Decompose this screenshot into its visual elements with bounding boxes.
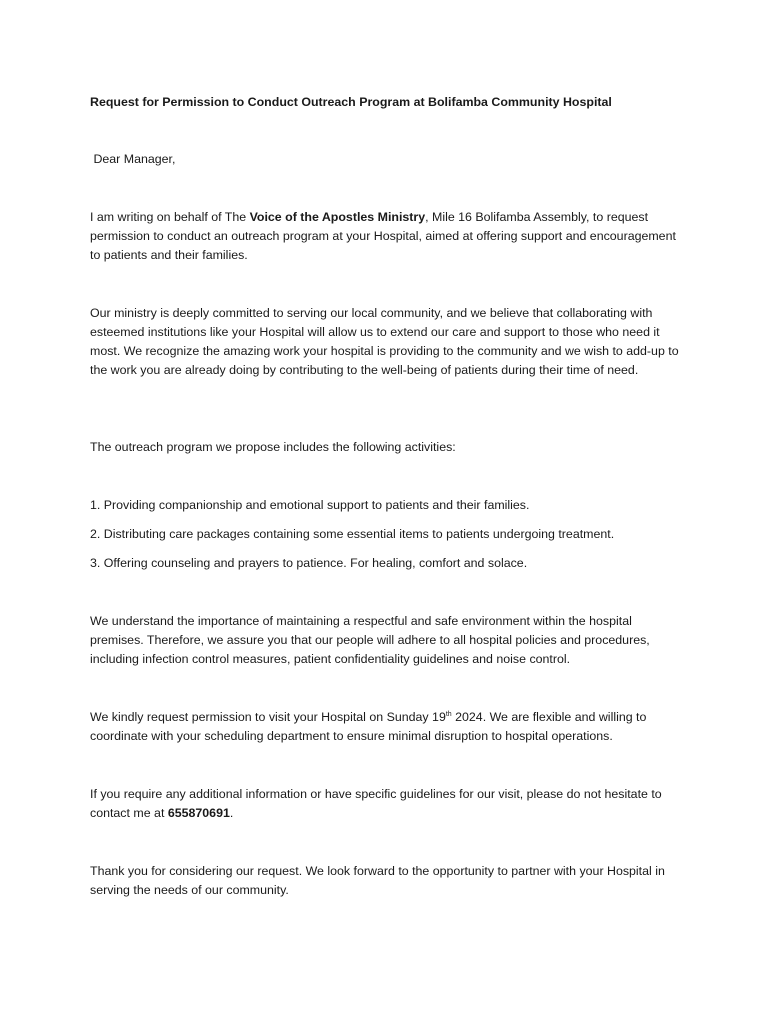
contact-text-post: . xyxy=(229,806,234,820)
paragraph-program-intro: The outreach program we propose includes the following activities: xyxy=(90,440,456,454)
paragraph-closing: Thank you for considering our request. We look forward to the opportunity to partner with your Hospital in serving the needs of our community. xyxy=(90,864,665,897)
salutation: Dear Manager, xyxy=(90,152,176,166)
paragraph-contact xyxy=(90,785,682,823)
paragraph-visit-request xyxy=(90,708,682,746)
ordinal-suffix: th xyxy=(445,711,452,718)
phone-number: 655870691 xyxy=(167,806,230,820)
visit-text-pre: We kindly request permission to visit your Hospital on Sunday 19 xyxy=(90,710,446,724)
contact-text-pre: If you require any additional information or have specific guidelines for our visit, please do not hesitate to contact me at xyxy=(90,787,662,820)
intro-text-post: , Mile 16 Bolifamba Assembly, to request permission to conduct an outreach program at your Hospital, aimed at offering support and encouragement to patients and their families. xyxy=(90,210,676,262)
intro-text-pre: I am writing on behalf of The xyxy=(90,210,250,224)
letter-title: Request for Permission to Conduct Outreach Program at Bolifamba Community Hospital xyxy=(90,95,612,109)
paragraph-commitment: Our ministry is deeply committed to serving our local community, and we believe that collaborating with esteemed institutions like your Hospital will allow us to extend our care and support to those who need it most. We recognize the amazing work your hospital is providing to the community and we wish to add-up to the work you are already doing by contributing to the well-being of patients during their time of need. xyxy=(90,306,679,377)
activity-item: 1. Providing companionship and emotional support to patients and their families. xyxy=(90,498,530,512)
activity-item: 3. Offering counseling and prayers to patience. For healing, comfort and solace. xyxy=(90,556,528,570)
activity-item: 2. Distributing care packages containing some essential items to patients undergoing treatment. xyxy=(90,527,615,541)
visit-text-post: 2024. We are flexible and willing to coordinate with your scheduling department to ensure minimal disruption to hospital operations. xyxy=(90,710,647,743)
paragraph-intro xyxy=(90,208,682,265)
ministry-name: Voice of the Apostles Ministry xyxy=(249,210,426,224)
paragraph-assurance: We understand the importance of maintaining a respectful and safe environment within the hospital premises. Therefore, we assure you that our people will adhere to all hospital policies and procedures, including infection control measures, patient confidentiality guidelines and noise control. xyxy=(90,614,650,666)
